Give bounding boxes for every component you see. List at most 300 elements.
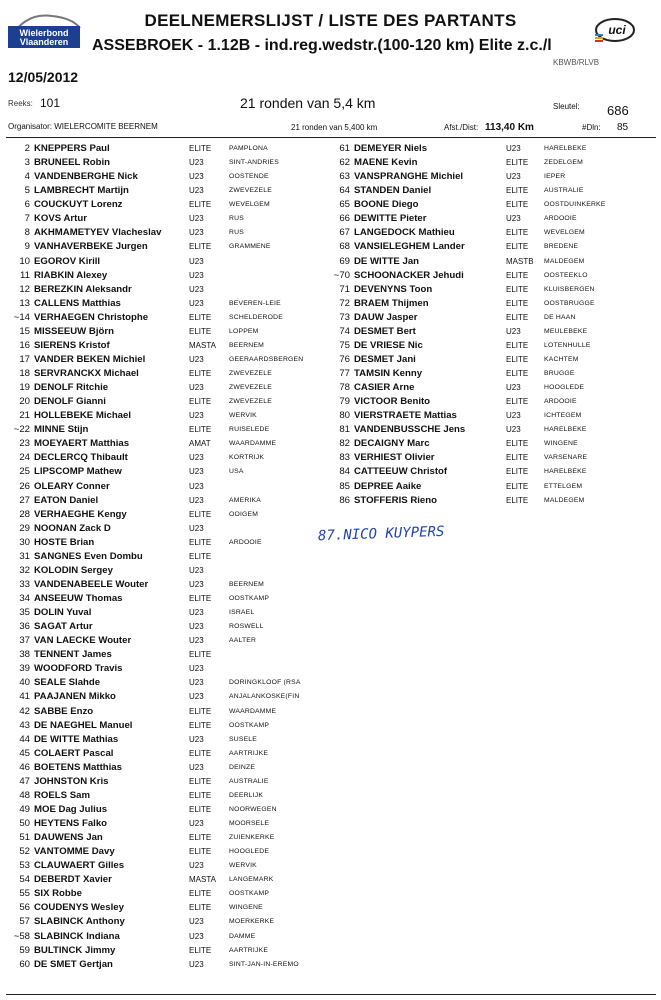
rider-name: BOONE Diego (354, 199, 419, 211)
rider-row (320, 480, 660, 494)
rider-number: 67 (339, 227, 350, 239)
rider-category: ELITE (189, 144, 212, 153)
rider-number: 16 (19, 339, 30, 351)
rider-club: ZEDELGEM (544, 159, 583, 167)
rider-name: HEYTENS Falko (34, 818, 108, 829)
rider-category: U23 (189, 186, 204, 196)
rider-category: U23 (189, 608, 204, 618)
rider-number: 66 (339, 213, 350, 225)
rider-number: 82 (339, 438, 350, 450)
rider-number: 7 (24, 213, 30, 225)
rider-name: SLABINCK Indiana (34, 930, 120, 942)
rider-row (0, 353, 330, 367)
rider-number: 46 (19, 761, 30, 773)
rider-category: ELITE (506, 453, 529, 463)
rider-row (320, 465, 660, 479)
rider-number: 9 (24, 241, 30, 253)
rider-number: 55 (19, 888, 30, 900)
rider-number: 21 (19, 410, 30, 422)
rider-category: ELITE (189, 397, 212, 407)
rider-row (0, 733, 330, 747)
participants-value: 85 (617, 122, 629, 133)
rider-category: ELITE (506, 242, 529, 252)
rider-row (320, 198, 660, 212)
rider-club: SINT-ANDRIES (229, 159, 279, 167)
rider-club: IEPER (544, 173, 566, 181)
rider-club: SCHELDERODE (229, 313, 283, 321)
rider-category: U23 (189, 270, 204, 280)
rider-number: ~14 (13, 311, 30, 323)
rider-category: MASTA (189, 340, 216, 350)
rider-category: U23 (189, 636, 204, 646)
rider-category: U23 (189, 172, 204, 182)
rider-club: AARTRIJKE (229, 749, 269, 757)
rider-number: 45 (19, 747, 30, 759)
rider-name: CATTEEUW Christof (354, 466, 448, 478)
rider-club: SUSELE (229, 735, 258, 743)
rider-number: 79 (339, 396, 350, 408)
rider-row (0, 831, 330, 845)
rider-category: ELITE (506, 186, 529, 196)
rider-club: MOORSELE (229, 820, 270, 827)
rider-name: DEWITTE Pieter (354, 213, 427, 225)
rider-club: ARDOOIE (544, 398, 577, 406)
rider-category: ELITE (189, 425, 212, 435)
rider-club: AMERIKA (229, 496, 261, 504)
rider-category: ELITE (189, 945, 212, 955)
rider-row (0, 958, 330, 972)
rider-category: ELITE (506, 200, 529, 210)
rider-row (0, 437, 330, 451)
rider-category: ELITE (506, 298, 529, 308)
rider-name: STANDEN Daniel (354, 185, 432, 197)
rider-name: SERVRANCKX Michael (34, 368, 139, 379)
rider-row (0, 690, 330, 704)
rider-number: 63 (339, 171, 350, 183)
rider-number: 47 (19, 775, 30, 787)
rider-number: 5 (24, 185, 30, 197)
rider-name: KNEPPERS Paul (34, 143, 110, 154)
rider-name: VANDER BEKEN Michiel (34, 353, 146, 365)
rider-club: DAMME (229, 932, 256, 940)
rider-name: VANDENABEELE Wouter (34, 578, 149, 590)
rider-row (0, 156, 330, 170)
rider-club: ZUIENKERKE (229, 834, 275, 842)
page-title: DEELNEMERSLIJST / LISTE DES PARTANTS (144, 11, 517, 30)
rider-row (320, 170, 660, 184)
rider-row (0, 480, 330, 494)
rider-club: BEERNEM (229, 580, 265, 588)
rider-name: NOONAN Zack D (34, 522, 111, 534)
rider-number: 59 (19, 944, 30, 956)
rider-number: 20 (19, 396, 30, 408)
rider-category: ELITE (506, 340, 529, 350)
rider-number: 24 (19, 452, 30, 464)
rider-category: U23 (189, 678, 204, 688)
rider-row (0, 901, 330, 915)
rider-number: 81 (339, 424, 350, 436)
rider-name: CLAUWAERT Gilles (34, 860, 125, 872)
rider-category: ELITE (506, 467, 529, 477)
rider-row (0, 747, 330, 761)
rider-name: VERHAEGHE Kengy (34, 508, 127, 520)
rider-number: 12 (19, 283, 30, 295)
rider-club: DE HAAN (544, 313, 576, 321)
rider-row (0, 887, 330, 901)
race-title: ASSEBROEK - 1.12B - ind.reg.wedstr.(100-120 km) Elite z.c./l (92, 37, 552, 54)
rider-row (320, 240, 660, 254)
rider-name: VERHAEGEN Christophe (34, 311, 149, 323)
rider-row (320, 269, 660, 283)
rider-club: DEERLIJK (229, 791, 264, 799)
rider-name: PAAJANEN Mikko (34, 691, 116, 703)
rider-row (0, 212, 330, 226)
rider-number: 65 (339, 199, 350, 211)
rider-category: ELITE (506, 369, 529, 378)
rider-number: 31 (19, 550, 30, 562)
rider-club: ANJALANKOSKE(FIN (229, 693, 300, 701)
rider-name: VAN LAECKE Wouter (34, 635, 132, 647)
rider-name: COUCKUYT Lorenz (34, 199, 123, 211)
rider-club: GEERAARDSBERGEN (229, 355, 304, 363)
reeks-value: 101 (40, 96, 61, 110)
rider-row (0, 381, 330, 395)
rider-category: U23 (189, 565, 204, 575)
rider-name: COLAERT Pascal (34, 747, 114, 759)
rider-name: SAGAT Artur (34, 621, 93, 633)
rider-number: 61 (339, 143, 350, 154)
rider-row (0, 367, 330, 381)
rider-category: ELITE (189, 369, 212, 378)
rider-number: 48 (19, 789, 30, 801)
rider-number: 57 (19, 916, 30, 928)
rider-row (320, 311, 660, 325)
rider-row (320, 212, 660, 226)
rider-row (320, 297, 660, 311)
rider-number: 50 (19, 818, 30, 829)
rider-row (0, 719, 330, 733)
rider-row (0, 311, 330, 325)
rider-club: WINGENE (229, 904, 263, 912)
rider-category: U23 (189, 917, 204, 927)
rider-club: AUSTRALIE (544, 187, 584, 195)
rider-category: U23 (506, 326, 521, 336)
rider-club: BEERNEM (229, 341, 265, 349)
rider-name: MOE Dag Julius (34, 803, 108, 815)
rider-row (0, 451, 330, 465)
rider-row (0, 676, 330, 690)
rider-row (0, 944, 330, 958)
rider-name: WOODFORD Travis (34, 663, 123, 675)
rider-name: DEBERDT Xavier (34, 874, 112, 886)
rider-category: U23 (189, 495, 204, 505)
rider-row (0, 240, 330, 254)
rider-name: KOLODIN Sergey (34, 564, 113, 576)
rider-number: 25 (19, 466, 30, 478)
rider-club: WAARDAMME (229, 440, 277, 448)
rider-name: RIABKIN Alexey (34, 269, 108, 281)
rider-row (0, 789, 330, 803)
rider-club: ROSWELL (229, 623, 264, 631)
rider-category: U23 (189, 762, 204, 772)
rider-category: ELITE (189, 242, 212, 252)
rider-name: VICTOOR Benito (354, 396, 431, 408)
rider-category: U23 (506, 172, 521, 182)
rider-name: DECAIGNY Marc (354, 438, 430, 450)
rider-category: ELITE (189, 594, 212, 603)
rider-club: MALDEGEM (544, 257, 585, 265)
rider-category: U23 (189, 158, 204, 168)
race-date: 12/05/2012 (8, 69, 79, 85)
rider-category: ELITE (189, 903, 212, 913)
rider-number: 52 (19, 846, 30, 858)
rider-name: VANSPRANGHE Michiel (354, 171, 464, 183)
rider-club: DEINZE (229, 763, 256, 771)
rider-row (320, 184, 660, 198)
rider-name: JOHNSTON Kris (34, 775, 109, 787)
rider-club: AALTER (229, 637, 257, 645)
rider-name: CASIER Arne (354, 382, 415, 394)
rider-name: DE WITTE Mathias (34, 733, 119, 745)
rider-row (0, 255, 330, 269)
rider-category: AMAT (189, 439, 211, 449)
distance-value: 113,40 Km (485, 122, 534, 133)
rider-number: 4 (24, 171, 30, 183)
rider-club: WEVELGEM (229, 201, 270, 209)
rider-name: SCHOONACKER Jehudi (354, 269, 464, 281)
rider-club: ZWEVEZELE (229, 187, 272, 195)
rider-number: 62 (339, 157, 350, 169)
rider-number: 33 (19, 578, 30, 590)
rider-row (0, 606, 330, 620)
rider-number: 60 (19, 958, 30, 970)
rider-club: OOSTKAMP (229, 890, 270, 898)
rider-category: ELITE (189, 509, 212, 519)
rider-number: 26 (19, 480, 30, 492)
rider-row (0, 803, 330, 817)
rider-club: LOPPEM (229, 327, 259, 335)
rider-number: 27 (19, 494, 30, 506)
sleutel-value: 686 (607, 103, 629, 118)
rider-category: ELITE (189, 326, 212, 336)
rider-row (0, 845, 330, 859)
rider-row (320, 255, 660, 269)
rider-number: 68 (339, 241, 350, 253)
rider-category: U23 (189, 692, 204, 702)
rider-name: DEMEYER Niels (354, 143, 428, 154)
rider-club: OOSTDUINKERKE (544, 201, 606, 209)
rider-row (0, 339, 330, 353)
rider-category: U23 (506, 383, 521, 393)
rider-row (0, 170, 330, 184)
rider-row (0, 283, 330, 297)
rider-row (0, 578, 330, 592)
rider-row (0, 634, 330, 648)
rider-row (0, 297, 330, 311)
rider-category: ELITE (506, 270, 529, 280)
rider-category: U23 (189, 256, 204, 266)
rider-club: RUS (229, 229, 244, 237)
rider-row (0, 775, 330, 789)
rider-number: 19 (19, 382, 30, 394)
rider-number: 86 (339, 494, 350, 506)
rider-name: SABBE Enzo (34, 705, 94, 717)
rider-number: 77 (339, 368, 350, 379)
rider-club: OOSTENDE (229, 173, 269, 181)
rider-club: ISRAEL (229, 609, 255, 617)
rider-row (0, 269, 330, 283)
rider-category: U23 (189, 664, 204, 674)
rider-category: ELITE (506, 397, 529, 407)
rider-category: U23 (189, 819, 204, 828)
rider-club: HARELBEKE (544, 468, 587, 476)
rounds-summary: 21 ronden van 5,4 km (240, 95, 376, 111)
rider-number: 54 (19, 874, 30, 886)
rider-number: 53 (19, 860, 30, 872)
rider-club: OOSTBRUGGE (544, 299, 595, 307)
rider-row (0, 409, 330, 423)
rider-number: 51 (19, 832, 30, 844)
rider-name: MAENE Kevin (354, 157, 418, 169)
rider-number: 74 (339, 325, 350, 337)
rider-club: RUS (229, 215, 244, 223)
rider-name: VANSIELEGHEM Lander (354, 241, 465, 253)
rider-row (320, 494, 660, 508)
rider-category: ELITE (189, 889, 212, 899)
rider-club: WINGENE (544, 440, 578, 448)
rider-number: 6 (24, 199, 30, 211)
rider-category: U23 (189, 523, 204, 533)
rider-number: 85 (339, 480, 350, 492)
rider-number: 13 (19, 297, 30, 309)
rider-number: 80 (339, 410, 350, 422)
rider-row (0, 465, 330, 479)
rider-row (320, 381, 660, 395)
sleutel-label: Sleutel: (553, 102, 580, 111)
rider-row (320, 325, 660, 339)
rider-row (0, 550, 330, 564)
rider-name: DENOLF Ritchie (34, 382, 109, 394)
rider-category: U23 (189, 453, 204, 463)
rider-name: SIERENS Kristof (34, 339, 110, 351)
rider-category: ELITE (506, 158, 529, 168)
rider-number: 2 (24, 143, 30, 154)
rider-number: 28 (19, 508, 30, 520)
rider-category: U23 (189, 959, 204, 969)
rider-row (0, 873, 330, 887)
rider-category: ELITE (506, 481, 529, 491)
rider-row (0, 564, 330, 578)
svg-text:Vlaanderen: Vlaanderen (19, 37, 69, 47)
rider-number: 8 (24, 227, 30, 239)
rider-club: KLUISBERGEN (544, 285, 595, 293)
rider-category: U23 (506, 411, 521, 421)
rider-number: 76 (339, 353, 350, 365)
rider-club: ZWEVEZELE (229, 384, 272, 392)
rider-club: LOTENHULLE (544, 341, 591, 349)
rider-number: 78 (339, 382, 350, 394)
rider-row (0, 915, 330, 929)
rider-name: KOVS Artur (34, 213, 87, 225)
rider-category: U23 (189, 411, 204, 421)
rider-number: 35 (19, 607, 30, 619)
rider-row (0, 494, 330, 508)
rider-category: U23 (189, 284, 204, 294)
rider-row (0, 522, 330, 536)
rider-row (0, 592, 330, 606)
rider-name: DOLIN Yuval (34, 607, 92, 619)
rider-category: U23 (506, 144, 521, 153)
rider-number: 69 (339, 255, 350, 267)
rider-row (0, 142, 330, 156)
rider-category: MASTA (189, 875, 216, 885)
rider-name: MINNE Stijn (34, 424, 89, 436)
rider-number: 41 (19, 691, 30, 703)
rider-category: U23 (189, 931, 204, 941)
rider-club: AARTRIJKE (229, 946, 269, 954)
header-divider (6, 137, 656, 138)
rider-club: VARSENARE (544, 454, 588, 462)
rider-category: U23 (189, 579, 204, 589)
rider-category: MASTB (506, 256, 534, 266)
rider-name: ROELS Sam (34, 789, 90, 801)
rider-club: HARELBEKE (544, 145, 587, 152)
rider-name: BEREZKIN Aleksandr (34, 283, 132, 295)
rider-number: 18 (19, 368, 30, 379)
rider-name: MOEYAERT Matthias (34, 438, 130, 450)
rider-club: BREDENE (544, 243, 579, 251)
rider-club: BRUGGE (544, 370, 575, 377)
rider-category: U23 (189, 354, 204, 364)
rider-club: PAMPLONA (229, 145, 268, 152)
rider-name: VANDENBERGHE Nick (34, 171, 138, 183)
rider-club: WEVELGEM (544, 229, 585, 237)
rider-number: 40 (19, 677, 30, 689)
rider-category: U23 (189, 481, 204, 491)
rider-club: MALDEGEM (544, 496, 585, 504)
rider-category: U23 (189, 228, 204, 238)
rider-number: 42 (19, 705, 30, 717)
rider-club: AUSTRALIE (229, 777, 269, 785)
rider-category: ELITE (189, 833, 212, 843)
rider-category: ELITE (189, 200, 212, 210)
participants-label: #Dln: (582, 123, 601, 132)
rider-category: ELITE (189, 720, 212, 730)
rider-row (320, 283, 660, 297)
rider-club: OOSTEEKLO (544, 271, 588, 279)
rider-name: HOSTE Brian (34, 536, 95, 548)
rider-number: ~58 (13, 930, 30, 942)
rider-name: SIX Robbe (34, 888, 82, 900)
rider-row (320, 226, 660, 240)
rider-number: 49 (19, 803, 30, 815)
rider-category: ELITE (506, 439, 529, 449)
rider-row (0, 508, 330, 522)
rider-club: WAARDAMME (229, 707, 277, 715)
rider-number: 84 (339, 466, 350, 478)
rounds-detail: 21 ronden van 5,400 km (291, 123, 378, 132)
rider-name: VANTOMME Davy (34, 846, 115, 858)
rider-category: U23 (189, 383, 204, 393)
rider-number: ~70 (333, 269, 350, 281)
rider-number: 73 (339, 311, 350, 323)
rider-category: ELITE (189, 804, 212, 814)
rider-name: CALLENS Matthias (34, 297, 121, 309)
rider-name: LAMBRECHT Martijn (34, 185, 129, 197)
rider-category: U23 (506, 425, 521, 435)
rider-name: LIPSCOMP Mathew (34, 466, 122, 478)
rider-category: U23 (189, 622, 204, 632)
